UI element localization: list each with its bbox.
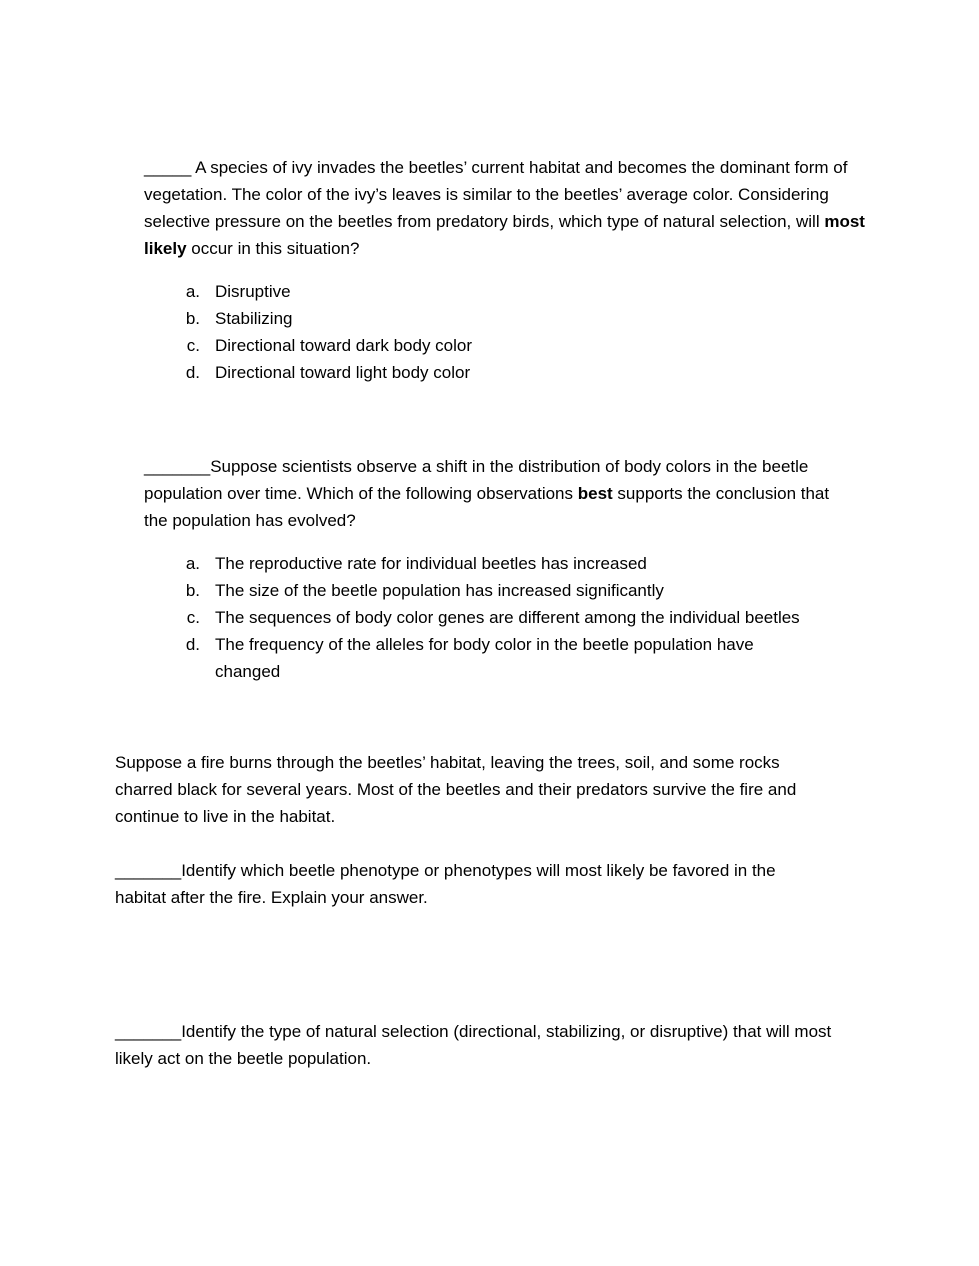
option-text: The frequency of the alleles for body color in the beetle population have changed [215,635,754,681]
option-letter: c. [186,608,200,627]
question-1-option-c [171,332,851,359]
question-1-text-before: A species of ivy invades the beetles’ current habitat and becomes the dominant form of vegetation. The color of the ivy’s leaves is similar to the beetles’ average color. Considering selective pressure on the beetles from predatory birds, which type of natural selection, will [144,158,848,231]
scenario-text: Suppose a fire burns through the beetles’ habitat, leaving the trees, soil, and some rocks charred black for several years. Most of the beetles and their predators survive the fire and continue to live in the habitat. [115,753,797,826]
option-text: Stabilizing [215,309,293,328]
question-2-answer-blank: _______ [144,457,211,476]
option-text: Directional toward light body color [215,363,471,382]
option-letter: d. [185,635,200,654]
option-letter: b. [185,581,200,600]
question-2 [144,453,844,534]
question-2-options [171,550,847,685]
question-2-option-d [171,631,847,685]
question-1 [144,154,869,262]
question-2-option-c [171,604,847,631]
question-4 [115,1018,845,1072]
question-1-options [171,278,851,386]
question-1-option-a [171,278,851,305]
question-2-text-after: supports the conclusion that the population has evolved? [144,484,830,530]
question-1-answer-blank: _____ [144,158,192,177]
question-4-stem [115,1018,845,1072]
question-1-text-after: occur in this situation? [186,239,360,258]
question-2-option-a [171,550,847,577]
scenario [115,749,835,830]
option-text: The reproductive rate for individual beetles has increased [215,554,647,573]
question-1-option-b [171,305,851,332]
question-4-text: Identify the type of natural selection (directional, stabilizing, or disruptive) that will most likely act on the beetle population. [115,1022,832,1068]
question-2-emphasis: best [577,484,613,503]
question-1-stem [144,154,869,262]
option-letter: b. [185,309,200,328]
question-3-answer-blank: _______ [115,861,182,880]
question-1-emphasis: most likely [144,212,865,258]
option-letter: a. [185,554,200,573]
question-2-text-before: Suppose scientists observe a shift in the distribution of body colors in the beetle population over time. Which of the following observations [144,457,809,503]
option-text: The sequences of body color genes are different among the individual beetles [215,608,800,627]
question-1-option-d [171,359,851,386]
question-3 [115,857,830,911]
option-letter: a. [185,282,200,301]
question-3-stem [115,857,830,911]
question-3-text: Identify which beetle phenotype or phenotypes will most likely be favored in the habitat after the fire. Explain your answer. [115,861,776,907]
option-letter: c. [186,336,200,355]
question-2-option-b [171,577,847,604]
option-text: The size of the beetle population has increased significantly [215,581,664,600]
question-2-option-list [171,550,847,685]
option-text: Directional toward dark body color [215,336,473,355]
option-text: Disruptive [215,282,291,301]
option-letter: d. [185,363,200,382]
question-1-option-list [171,278,851,386]
question-2-stem [144,453,844,534]
question-4-answer-blank: _______ [115,1022,182,1041]
